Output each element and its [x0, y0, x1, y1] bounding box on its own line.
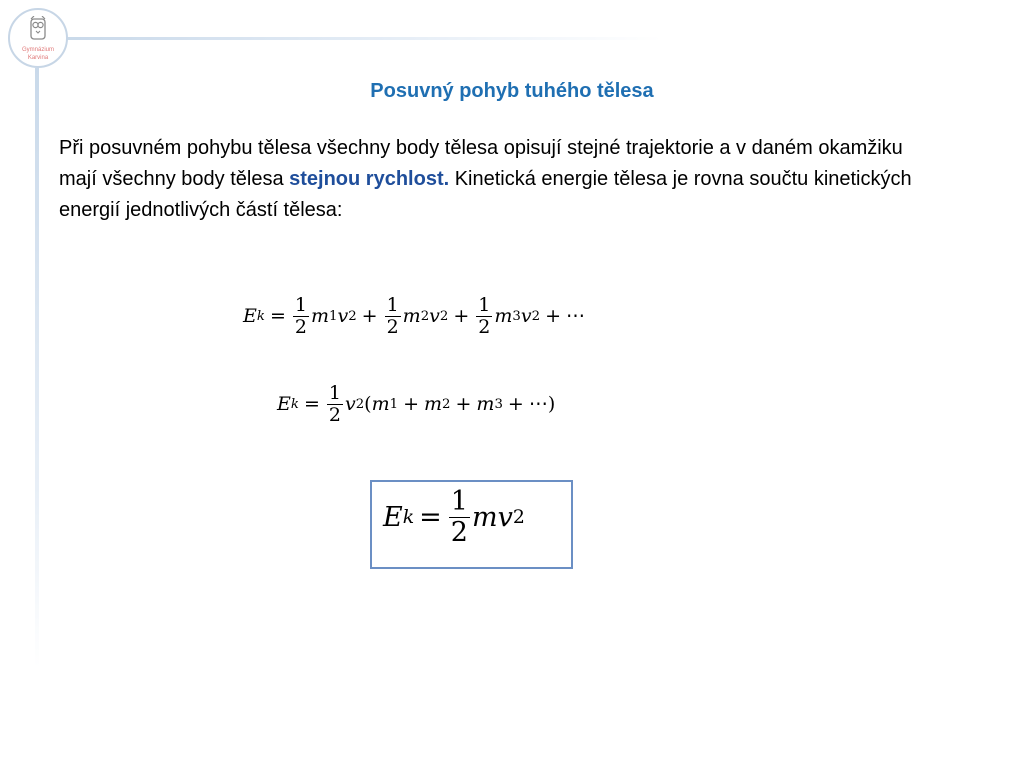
- owl-icon: [29, 16, 47, 42]
- logo-text-line2: Karvina: [27, 55, 49, 61]
- equation-1: E k = $\frac{1}{2}$ m 1 v 2 + $\frac{1}{2}$ m 2 v 2 + $\frac{1}{2}$ m 3 v 2 + ⋯: [243, 294, 586, 338]
- body-paragraph: [59, 133, 939, 226]
- logo-text-line1: Gymnázium: [21, 47, 54, 53]
- equation-3-boxed: E k = $\frac{1}{2}$ m v 2: [383, 486, 525, 549]
- equation-2: E k = $\frac{1}{2}$ v 2 ( m 1 + m 2 + m 3 + ⋯): [277, 382, 556, 426]
- decorative-top-line: [62, 37, 662, 40]
- slide-title: Posuvný pohyb tuhého tělesa: [370, 80, 654, 102]
- highlight-text: stejnou rychlost.: [289, 168, 450, 190]
- paragraph-text-end: Kinetická energie tělesa je rovna součtu kinetických energií jednotlivých částí tělesa:: [59, 168, 912, 221]
- decorative-left-line: [35, 68, 39, 668]
- school-logo: [8, 8, 68, 68]
- paragraph-text-start: Při posuvném pohybu tělesa všechny body tělesa opisují stejné trajektorie a v daném okamžiku mají všechny body tělesa: [59, 137, 903, 190]
